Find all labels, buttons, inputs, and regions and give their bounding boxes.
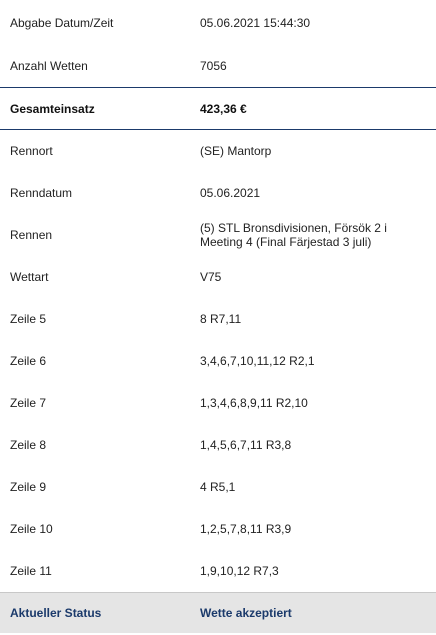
bet-type-value: V75	[200, 270, 222, 284]
race-venue-label: Rennort	[10, 144, 53, 158]
leg-row-9	[0, 466, 436, 508]
leg-row-6	[0, 340, 436, 382]
leg-label: Zeile 11	[10, 564, 52, 578]
race-date-value: 05.06.2021	[200, 186, 261, 200]
race-venue-value: (SE) Mantorp	[200, 144, 272, 158]
bet-type-label: Wettart	[10, 270, 49, 284]
bet-type-row	[0, 256, 436, 298]
leg-row-7	[0, 382, 436, 424]
leg-selection: 8 R7,11	[200, 312, 242, 326]
race-value	[200, 221, 436, 249]
bet-count-row	[0, 45, 436, 87]
race-date-row	[0, 172, 436, 214]
leg-selection: 1,9,10,12 R7,3	[200, 564, 279, 578]
total-stake-value: 423,36 €	[200, 101, 247, 116]
race-value-line2: Meeting 4 (Final Färjestad 3 juli)	[200, 235, 372, 249]
race-row	[0, 214, 436, 256]
current-status-value: Wette akzeptiert	[200, 606, 292, 620]
total-stake-label: Gesamteinsatz	[10, 101, 95, 116]
leg-label: Zeile 6	[10, 354, 47, 368]
submission-datetime-label: Abgabe Datum/Zeit	[10, 15, 114, 30]
race-date-label: Renndatum	[10, 186, 73, 200]
current-status-row	[0, 592, 436, 633]
bet-count-label: Anzahl Wetten	[10, 59, 88, 73]
leg-selection: 4 R5,1	[200, 480, 236, 494]
race-venue-row	[0, 130, 436, 172]
submission-datetime-row	[0, 0, 436, 45]
leg-selection: 1,2,5,7,8,11 R3,9	[200, 522, 292, 536]
leg-label: Zeile 7	[10, 396, 47, 410]
leg-row-5	[0, 298, 436, 340]
leg-label: Zeile 8	[10, 438, 47, 452]
leg-label: Zeile 10	[10, 522, 53, 536]
leg-selection: 3,4,6,7,10,11,12 R2,1	[200, 354, 315, 368]
leg-selection: 1,3,4,6,8,9,11 R2,10	[200, 396, 308, 410]
leg-row-10	[0, 508, 436, 550]
submission-datetime-value: 05.06.2021 15:44:30	[200, 15, 311, 30]
current-status-label: Aktueller Status	[10, 606, 102, 620]
leg-row-11	[0, 550, 436, 592]
leg-label: Zeile 9	[10, 480, 47, 494]
bet-count-value: 7056	[200, 59, 227, 73]
leg-selection: 1,4,5,6,7,11 R3,8	[200, 438, 292, 452]
race-label: Rennen	[10, 228, 53, 242]
leg-label: Zeile 5	[10, 312, 47, 326]
leg-row-8	[0, 424, 436, 466]
total-stake-row	[0, 87, 436, 130]
race-value-line1: (5) STL Bronsdivisionen, Försök 2 i	[200, 221, 387, 235]
